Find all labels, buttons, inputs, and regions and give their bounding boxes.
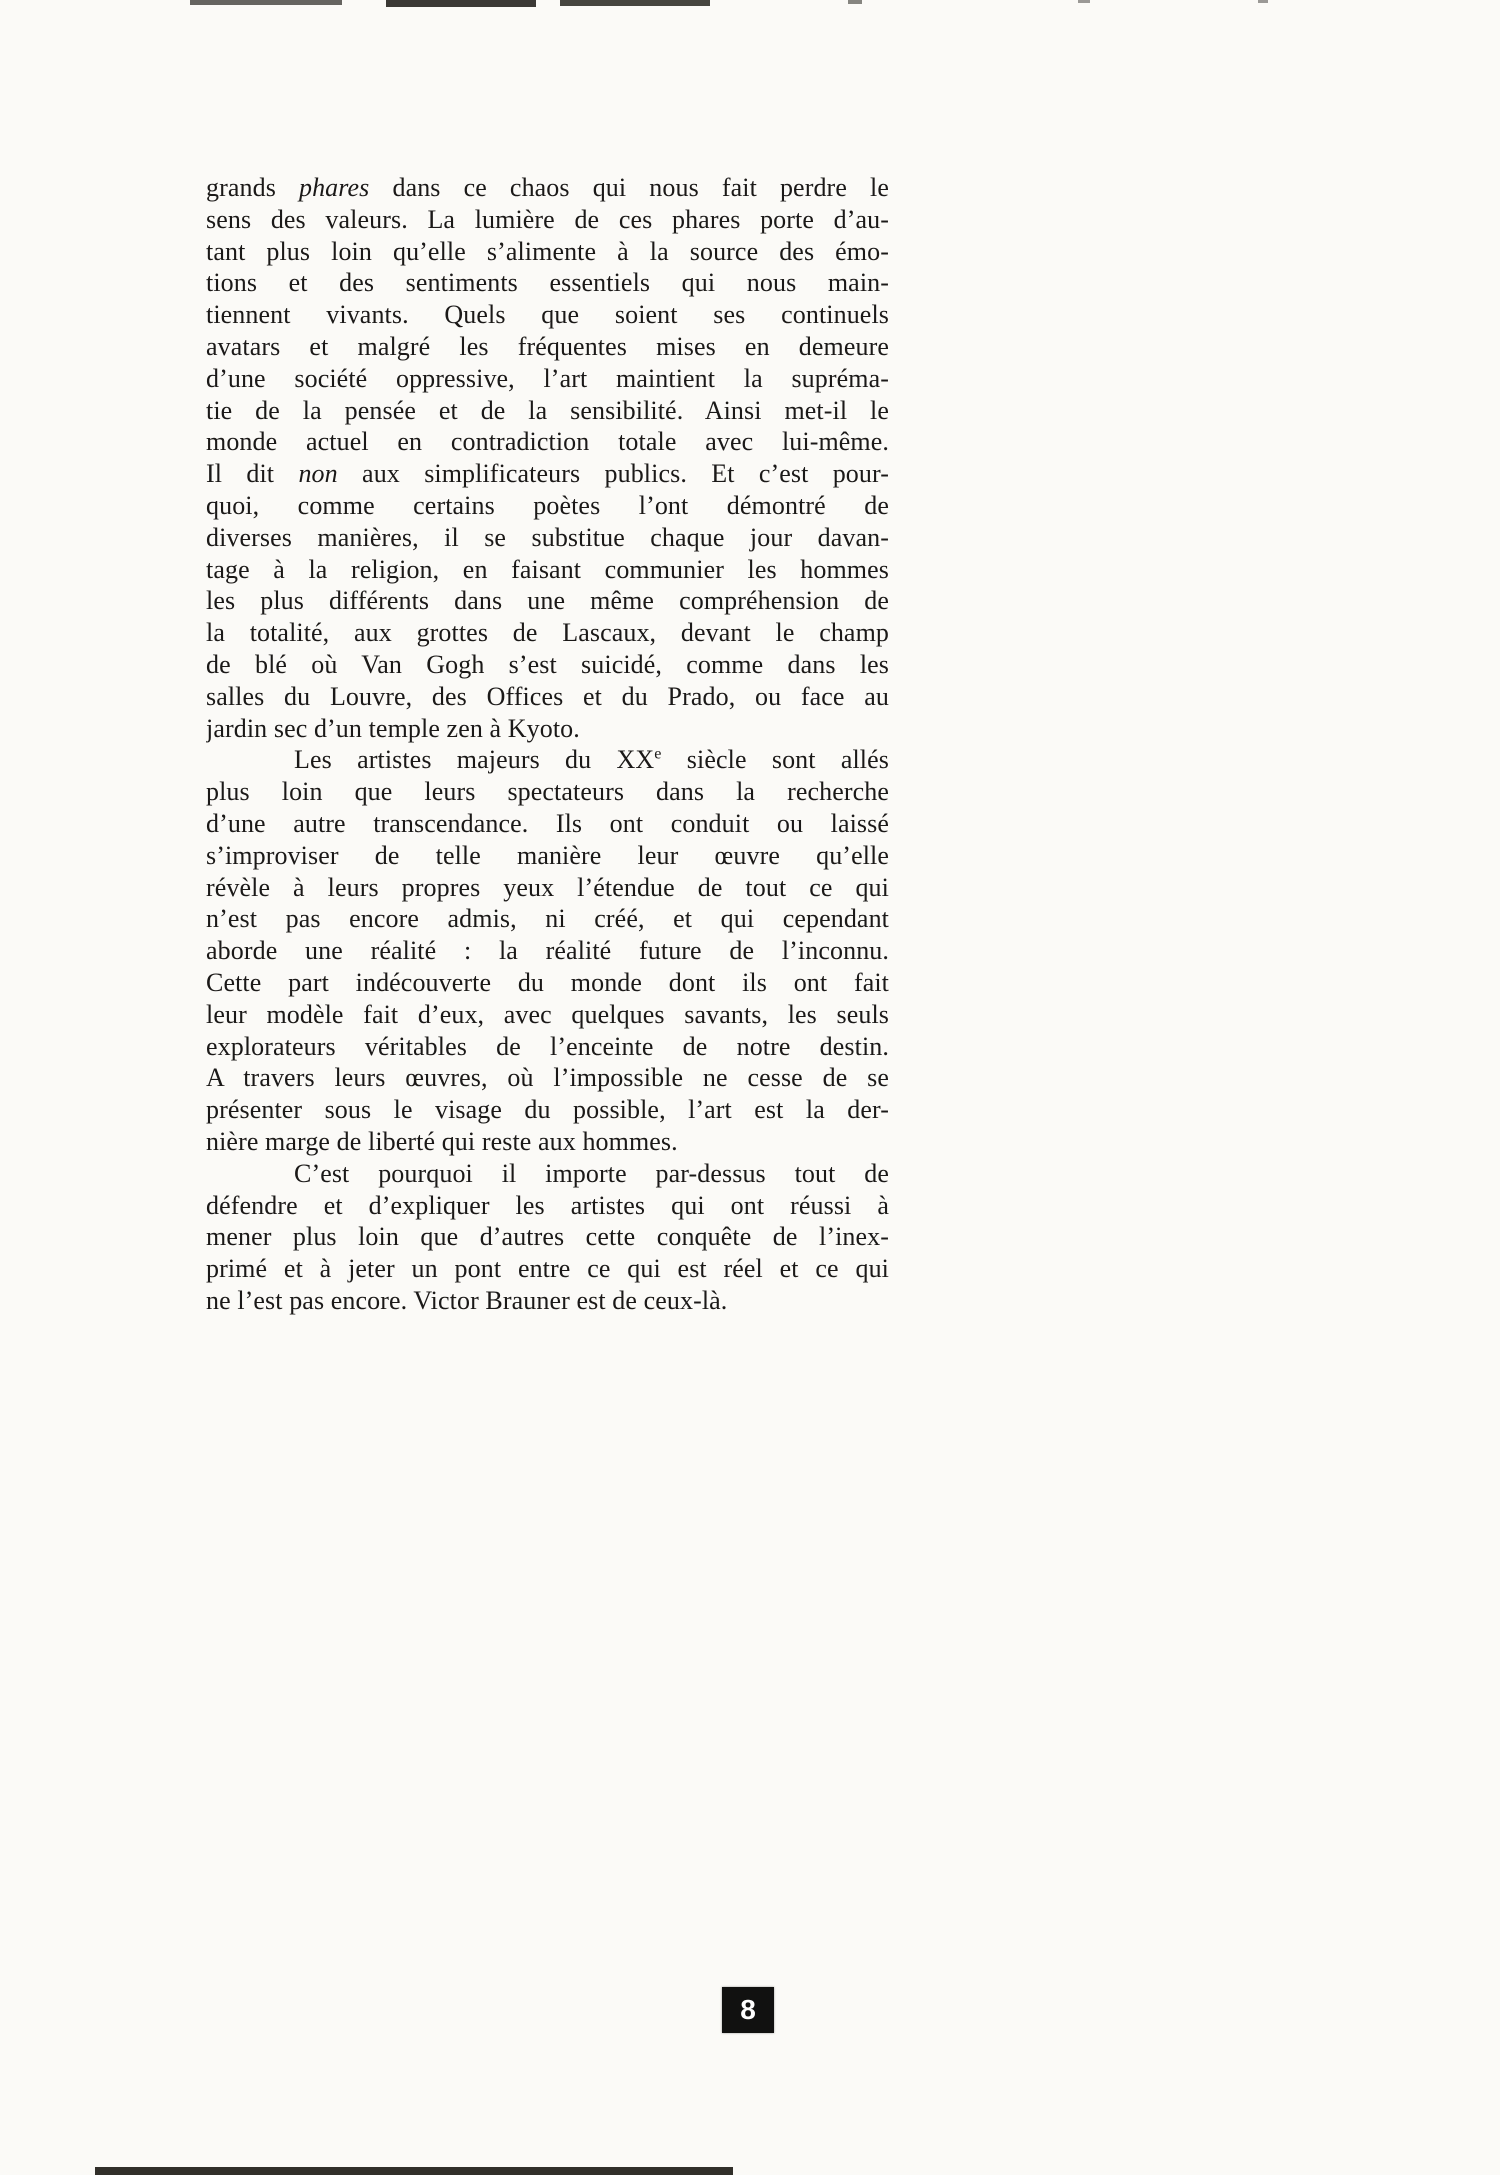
- text-line: grands phares dans ce chaos qui nous fait perdre le: [206, 173, 889, 202]
- text-line: de blé où Van Gogh s’est suicidé, comme dans les: [206, 649, 889, 679]
- text-line: aborde une réalité : la réalité future de l’inconnu.: [206, 936, 889, 966]
- text-line: d’une autre transcendance. Ils ont conduit ou laissé: [206, 808, 889, 838]
- text-line: monde actuel en contradiction totale avec lui-même.: [206, 427, 889, 457]
- scan-artifact-top-mark: [190, 0, 342, 5]
- text-line: d’une société oppressive, l’art maintient la supréma-: [206, 363, 889, 393]
- text-line: mener plus loin que d’autres cette conquête de l’inex-: [206, 1222, 889, 1252]
- text-line: sens des valeurs. La lumière de ces phares porte d’au-: [206, 204, 889, 234]
- text-line: défendre et d’expliquer les artistes qui ont réussi à: [206, 1190, 889, 1220]
- text-line: diverses manières, il se substitue chaque jour davan-: [206, 522, 889, 552]
- scan-artifact-bottom-bar: [95, 2167, 733, 2175]
- text-line: tiennent vivants. Quels que soient ses continuels: [206, 300, 889, 330]
- text-line: tage à la religion, en faisant communier les hommes: [206, 554, 889, 584]
- scan-artifact-top-mark: [1258, 0, 1268, 3]
- text-line: nière marge de liberté qui reste aux hommes.: [206, 1126, 678, 1156]
- text-line: Les artistes majeurs du XXe siècle sont allés: [294, 745, 889, 775]
- text-line: tie de la pensée et de la sensibilité. Ainsi met-il le: [206, 395, 889, 425]
- text-block: [206, 172, 889, 1317]
- text-line: les plus différents dans une même compréhension de: [206, 586, 889, 616]
- text-line: avatars et malgré les fréquentes mises en demeure: [206, 331, 889, 361]
- text-line: jardin sec d’un temple zen à Kyoto.: [206, 713, 580, 743]
- scan-artifact-top-mark: [848, 0, 862, 4]
- text-line: n’est pas encore admis, ni créé, et qui cependant: [206, 904, 889, 934]
- text-line: C’est pourquoi il importe par-dessus tout de: [294, 1158, 889, 1188]
- scan-artifact-top-mark: [386, 0, 536, 7]
- text-line: s’improviser de telle manière leur œuvre qu’elle: [206, 840, 889, 870]
- page-number-badge: [722, 1987, 774, 2033]
- text-line: Cette part indécouverte du monde dont ils ont fait: [206, 967, 889, 997]
- text-line: Il dit non aux simplificateurs publics. Et c’est pour-: [206, 459, 889, 489]
- text-line: plus loin que leurs spectateurs dans la recherche: [206, 777, 889, 807]
- scan-artifact-top-mark: [560, 0, 710, 6]
- text-line: présenter sous le visage du possible, l’art est la der-: [206, 1095, 889, 1125]
- text-line: tant plus loin qu’elle s’alimente à la source des émo-: [206, 236, 889, 266]
- text-line: A travers leurs œuvres, où l’impossible ne cesse de se: [206, 1063, 889, 1093]
- text-line: salles du Louvre, des Offices et du Prado, ou face au: [206, 681, 889, 711]
- scan-artifact-top-mark: [1078, 0, 1090, 3]
- text-line: primé et à jeter un pont entre ce qui est réel et ce qui: [206, 1254, 889, 1284]
- text-line: explorateurs véritables de l’enceinte de notre destin.: [206, 1031, 889, 1061]
- page-number: 8: [740, 1994, 756, 2025]
- text-line: quoi, comme certains poètes l’ont démontré de: [206, 490, 889, 520]
- text-line: ne l’est pas encore. Victor Brauner est de ceux-là.: [206, 1285, 728, 1315]
- text-line: leur modèle fait d’eux, avec quelques savants, les seuls: [206, 999, 889, 1029]
- text-line: révèle à leurs propres yeux l’étendue de tout ce qui: [206, 872, 889, 902]
- text-line: tions et des sentiments essentiels qui nous main-: [206, 268, 889, 298]
- text-line: la totalité, aux grottes de Lascaux, devant le champ: [206, 618, 889, 648]
